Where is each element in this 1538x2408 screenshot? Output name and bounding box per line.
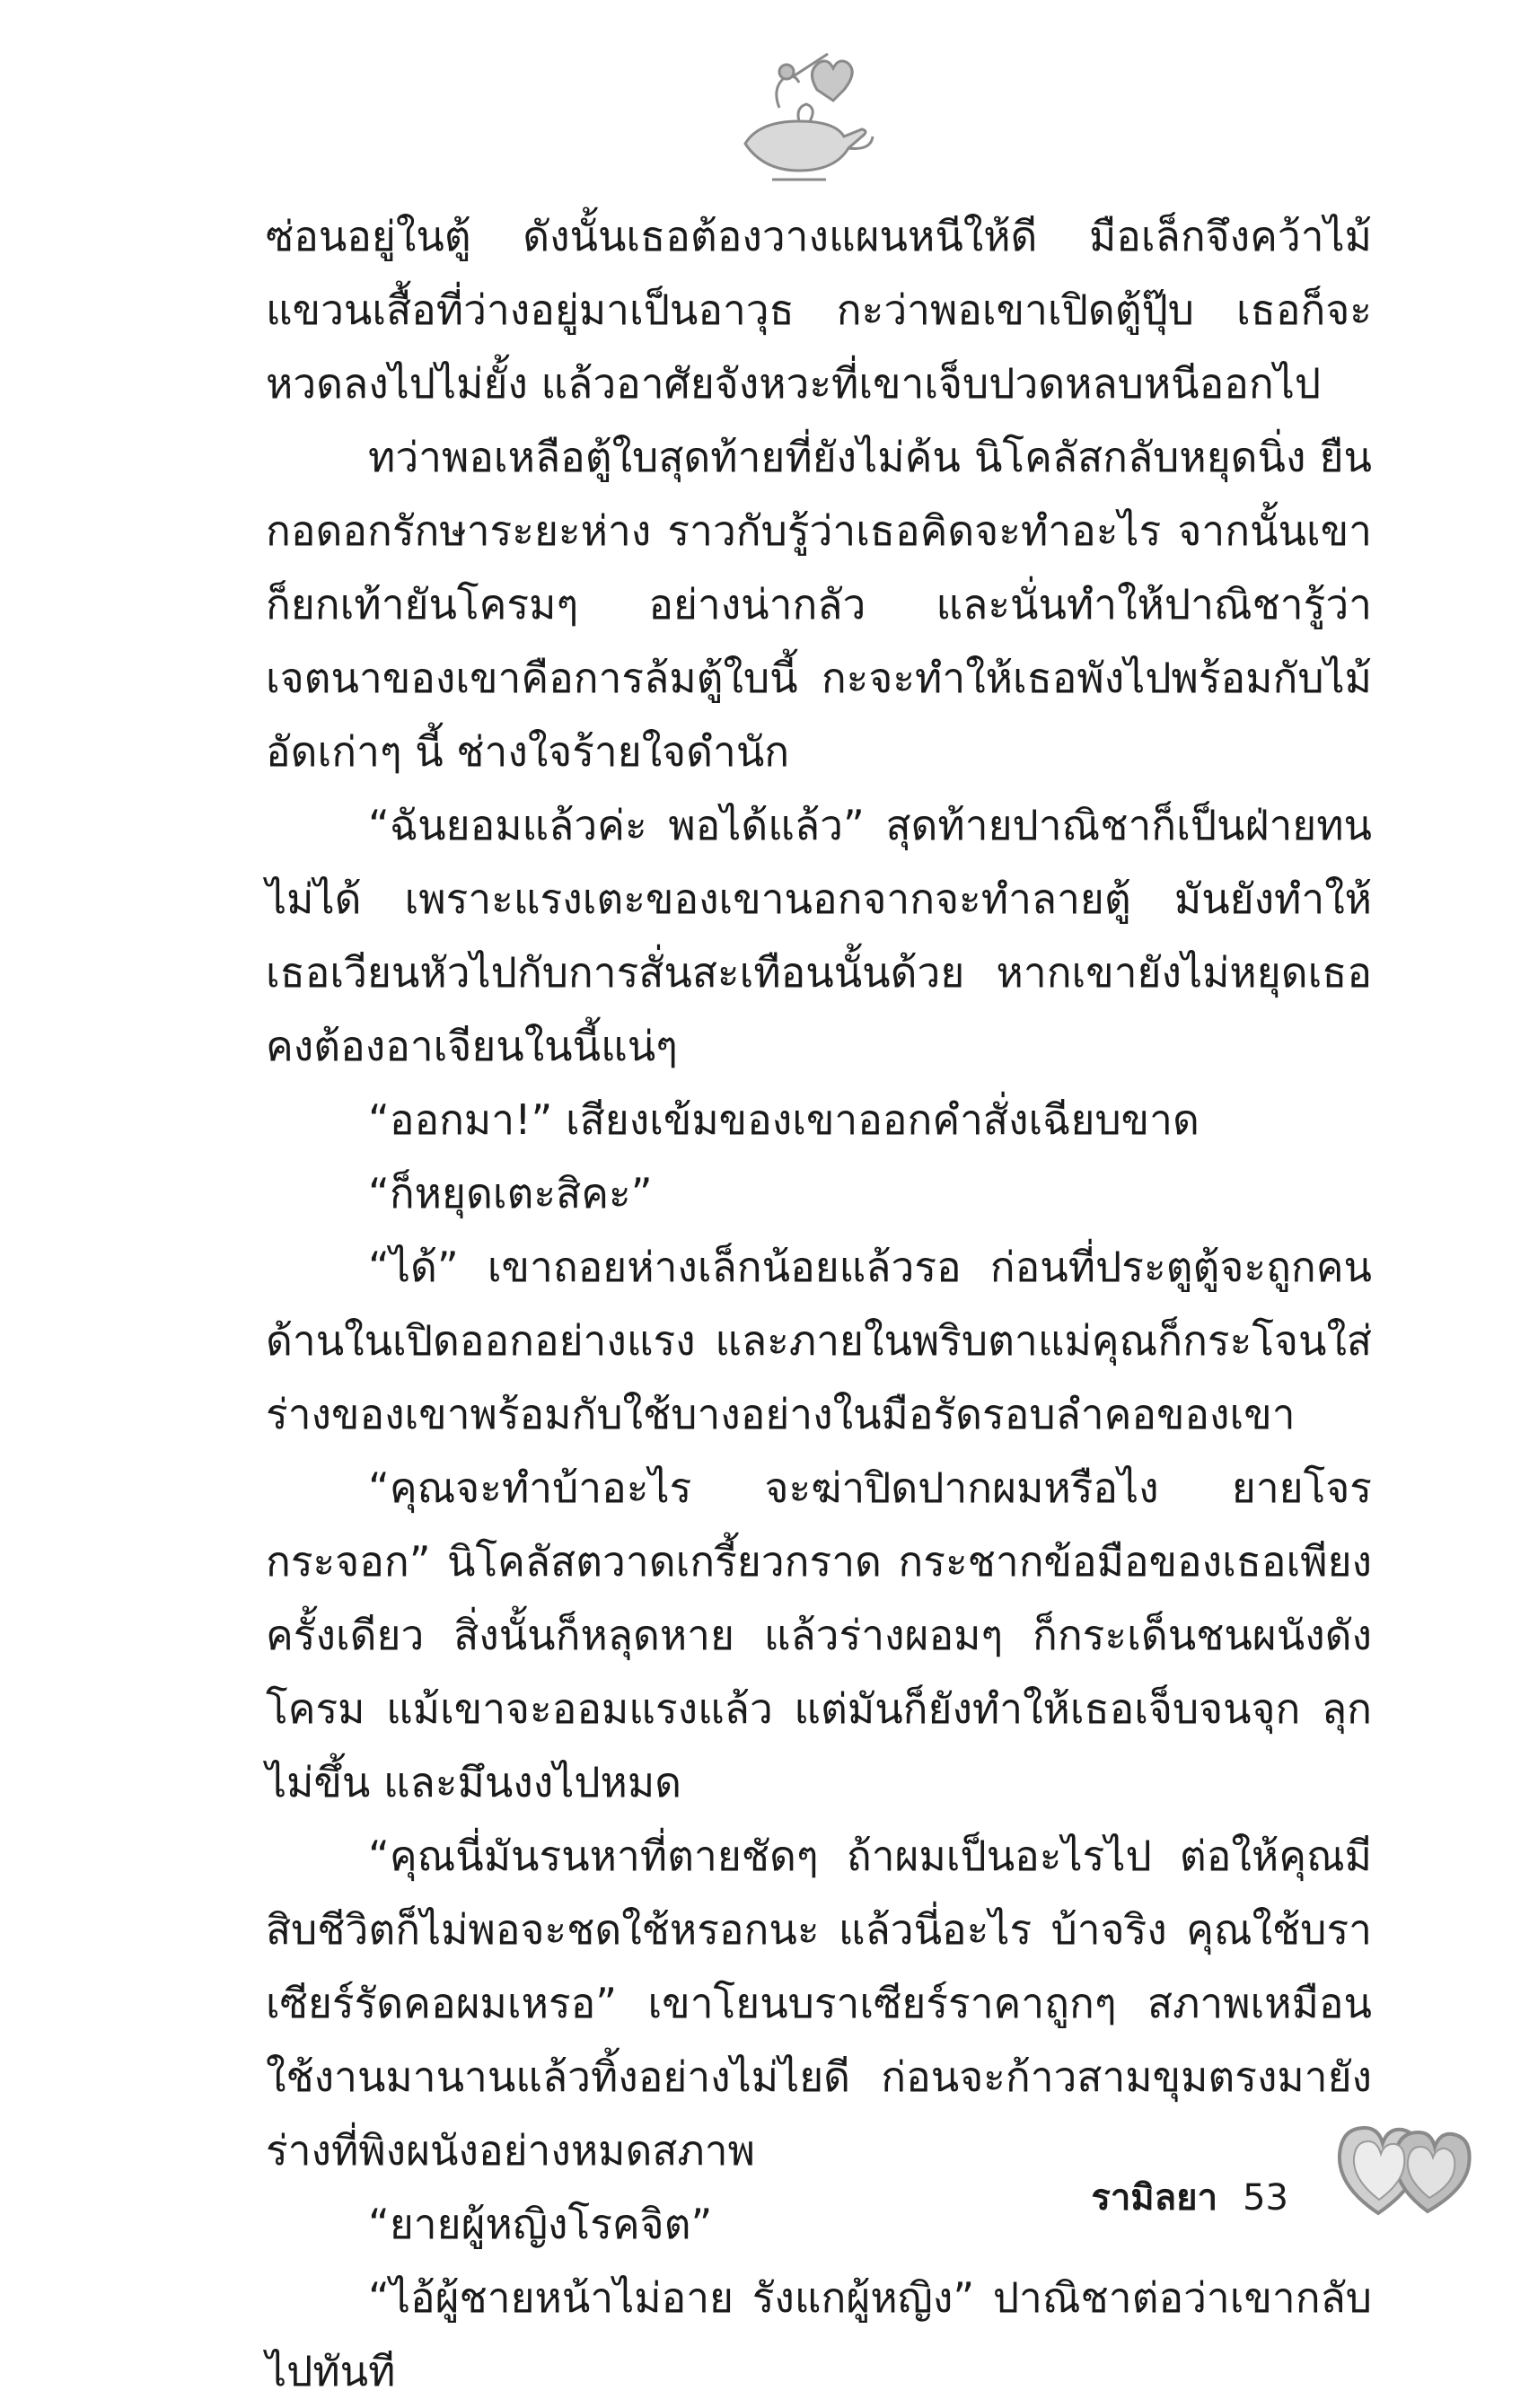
page-number: 53 [1243, 2177, 1288, 2219]
paragraph: “ก็หยุดเตะสิคะ” [368, 1169, 653, 1217]
paragraph: “ยายผู้หญิงโรคจิต” [368, 2200, 713, 2248]
paragraph: “คุณจะทำบ้าอะไร จะฆ่าปิดปากผมหรือไง ยายโจรกระจอก” นิโคลัสตวาดเกรี้ยวกราด กระชากข้อมือของเธอเพียงครั้งเดียว สิ่งนั้นก็หลุดหาย แล้วร่างผอมๆ ก็กระเด็นชนผนังดังโครม แม้เขาจะออมแรงแล้ว แต่มันก็ยังทำให้เธอเจ็บจนจุก ลุกไม่ขึ้น และมึนงงไปหมด [266, 1463, 1372, 1806]
paragraph: “ฉันยอมแล้วค่ะ พอได้แล้ว” สุดท้ายปาณิชาก็เป็นฝ่ายทนไม่ได้ เพราะแรงเตะของเขานอกจากจะทำลายตู้ มันยังทำให้เธอเวียนหัวไปกับการสั่นสะเทือนนั้นด้วย หากเขายังไม่หยุดเธอคงต้องอาเจียนในนี้แน่ๆ [266, 801, 1372, 1070]
double-heart-frame-icon [1329, 2114, 1481, 2222]
book-title: รามิลยา [1091, 2177, 1218, 2219]
paragraph: “ได้” เขาถอยห่างเล็กน้อยแล้วรอ ก่อนที่ประตูตู้จะถูกคนด้านในเปิดออกอย่างแรง และภายในพริบตาแม่คุณก็กระโจนใส่ร่างของเขาพร้อมกับใช้บางอย่างในมือรัดรอบลำคอของเขา [266, 1243, 1372, 1438]
page-footer [1091, 2168, 1288, 2226]
body-text [266, 199, 1372, 2408]
paragraph: “คุณนี่มันรนหาที่ตายชัดๆ ถ้าผมเป็นอะไรไป ต่อให้คุณมีสิบชีวิตก็ไม่พอจะชดใช้หรอกนะ แล้วนี่อะไร บ้าจริง คุณใช้บราเซียร์รัดคอผมเหรอ” เขาโยนบราเซียร์ราคาถูกๆ สภาพเหมือนใช้งานมานานแล้วทิ้งอย่างไม่ไยดี ก่อนจะก้าวสามขุมตรงมายังร่างที่พิงผนังอย่างหมดสภาพ [266, 1832, 1372, 2175]
paragraph: ทว่าพอเหลือตู้ใบสุดท้ายที่ยังไม่ค้น นิโคลัสกลับหยุดนิ่ง ยืนกอดอกรักษาระยะห่าง ราวกับรู้ว่าเธอคิดจะทำอะไร จากนั้นเขาก็ยกเท้ายันโครมๆ อย่างน่ากลัว และนั่นทำให้ปาณิชารู้ว่าเจตนาของเขาคือการล้มตู้ใบนี้ กะจะทำให้เธอพังไปพร้อมกับไม้อัดเก่าๆ นี้ ช่างใจร้ายใจดำนัก [266, 433, 1372, 776]
paragraph: “ไอ้ผู้ชายหน้าไม่อาย รังแกผู้หญิง” ปาณิชาต่อว่าเขากลับไปทันที [266, 2273, 1372, 2395]
paragraph: ซ่อนอยู่ในตู้ ดังนั้นเธอต้องวางแผนหนีให้ดี มือเล็กจึงคว้าไม้แขวนเสื้อที่ว่างอยู่มาเป็นอาวุธ กะว่าพอเขาเปิดตู้ปุ๊บ เธอก็จะหวดลงไปไม่ยั้ง แล้วอาศัยจังหวะที่เขาเจ็บปวดหลบหนีออกไป [266, 212, 1372, 408]
paragraph: “ออกมา!” เสียงเข้มของเขาออกคำสั่งเฉียบขาด [368, 1095, 1200, 1144]
cupid-teapot-icon [709, 36, 889, 189]
